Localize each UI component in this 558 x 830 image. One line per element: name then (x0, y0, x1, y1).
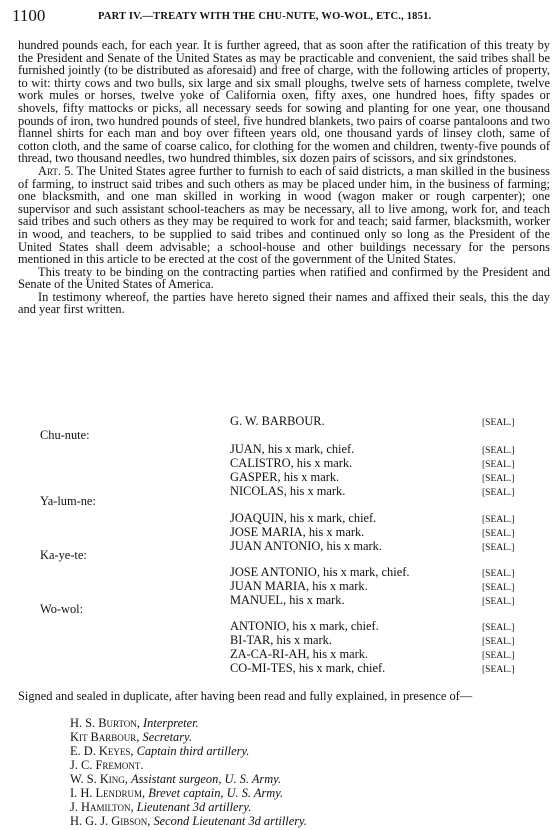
witness: H. S. Burton, Interpreter. (70, 716, 199, 730)
signer: JUAN ANTONIO, his x mark. (230, 539, 382, 553)
commissioner-signature: G. W. BARBOUR. (230, 414, 325, 428)
tribe-name: Wo-wol: (40, 602, 84, 616)
paragraph-property: hundred pounds each, for each year. It is further agreed, that as soon after the ratification of this treaty by the President and Senate of the United States as may be practicable and convenient, the said tribes shall be furnished jointly (to be distributed as aforesaid) and free of charge, with the following articles of property, to wit: thirty cows and two bulls, six large and six small ploughs, twelve sets of harness complete, twelve work mules or horses, twelve yoke of California oxen, fifty axes, one hundred hoes, fifty spades or shovels, fifty mattocks or picks, all necessary seeds for sowing and planting for one year, one thousand pounds of iron, two hundred pounds of steel, five hundred blankets, two pairs of coarse pantaloons and two flannel shirts for each man and boy over fifteen years old, one thousand yards of linsey cloth, same of cotton cloth, and the same of coarse calico, for clothing for the women and children, twenty-five pounds of thread, two thousand needles, two hundred thimbles, six dozen pairs of scissors, and six grindstones. (18, 38, 550, 166)
running-title: PART IV.—TREATY WITH THE CHU-NUTE, WO-WOL, ETC., 1851. (98, 11, 432, 22)
signer: MANUEL, his x mark. (230, 593, 345, 607)
page-header (12, 6, 552, 28)
signer: JOAQUIN, his x mark, chief. (230, 511, 377, 525)
witness-intro: Signed and sealed in duplicate, after having been read and fully explained, in presence of— (18, 689, 473, 703)
signer: CO-MI-TES, his x mark, chief. (230, 661, 386, 675)
paragraph-testimony: In testimony whereof, the parties have hereto signed their names and affixed their seals, this the day and year first written. (18, 289, 550, 317)
seal-mark: [SEAL.] (482, 460, 515, 470)
tribe-name: Chu-nute: (40, 428, 90, 442)
seal-mark: [SEAL.] (482, 529, 515, 539)
tribe-name: Ya-lum-ne: (40, 494, 96, 508)
witness: H. G. J. Gibson, Second Lieutenant 3d artillery. (70, 814, 307, 828)
seal-mark: [SEAL.] (482, 569, 515, 579)
signer: BI-TAR, his x mark. (230, 633, 332, 647)
page-number: 1100 (12, 6, 46, 25)
seal-mark: [SEAL.] (482, 651, 515, 661)
witness: E. D. Keyes, Captain third artillery. (70, 744, 250, 758)
tribe-name: Ka-ye-te: (40, 548, 87, 562)
signer: CALISTRO, his x mark. (230, 456, 353, 470)
signer: ANTONIO, his x mark, chief. (230, 619, 379, 633)
witness: J. C. Fremont. (70, 758, 144, 772)
seal-mark: [SEAL.] (482, 446, 515, 456)
seal-mark: [SEAL.] (482, 637, 515, 647)
signer: ZA-CA-RI-AH, his x mark. (230, 647, 368, 661)
seal-mark: [SEAL.] (482, 543, 515, 553)
witness: Kit Barbour, Secretary. (70, 730, 192, 744)
seal-mark: [SEAL.] (482, 515, 515, 525)
signer: JUAN MARIA, his x mark. (230, 579, 368, 593)
signer: JUAN, his x mark, chief. (230, 442, 355, 456)
seal-mark: [SEAL.] (482, 597, 515, 607)
signer: GASPER, his x mark. (230, 470, 340, 484)
treaty-text (18, 39, 550, 316)
seal-mark: [SEAL.] (482, 583, 515, 593)
article-label: Art. 5. (38, 163, 74, 178)
seal-mark: [SEAL.] (482, 623, 515, 633)
seal-mark: [SEAL.] (482, 418, 515, 428)
seal-mark: [SEAL.] (482, 474, 515, 484)
signer: JOSE ANTONIO, his x mark, chief. (230, 565, 410, 579)
article-5-text: The United States agree further to furnish to each of said districts, a man skilled in the business of farming, to instruct said tribes and such others as may be placed under him, in the business of farming; one blacksmith, and one man skilled in working in wood (wagon maker or rough carpenter); one supervisor and such assistant school-teachers as may be necessary, all to live among, work for, and teach said tribes and such others as they may be required to work for and teach; said farmer, blacksmith, worker in wood, and teachers, to be supplied to said tribes and continued only so long as the President of the United States shall deem advisable; a school-house and other buildings necessary for the persons mentioned in this article to be erected at the cost of the government of the United States. (18, 163, 550, 267)
seal-mark: [SEAL.] (482, 665, 515, 675)
paragraph-binding: This treaty to be binding on the contracting parties when ratified and confirmed by the President and Senate of the United States of America. (18, 264, 550, 292)
witness: J. Hamilton, Lieutenant 3d artillery. (70, 800, 252, 814)
witness: I. H. Lendrum, Brevet captain, U. S. Army. (70, 786, 284, 800)
paragraph-article-5 (18, 165, 550, 266)
signer: JOSE MARIA, his x mark. (230, 525, 365, 539)
witness: W. S. King, Assistant surgeon, U. S. Army. (70, 772, 282, 786)
signer: NICOLAS, his x mark. (230, 484, 346, 498)
seal-mark: [SEAL.] (482, 488, 515, 498)
